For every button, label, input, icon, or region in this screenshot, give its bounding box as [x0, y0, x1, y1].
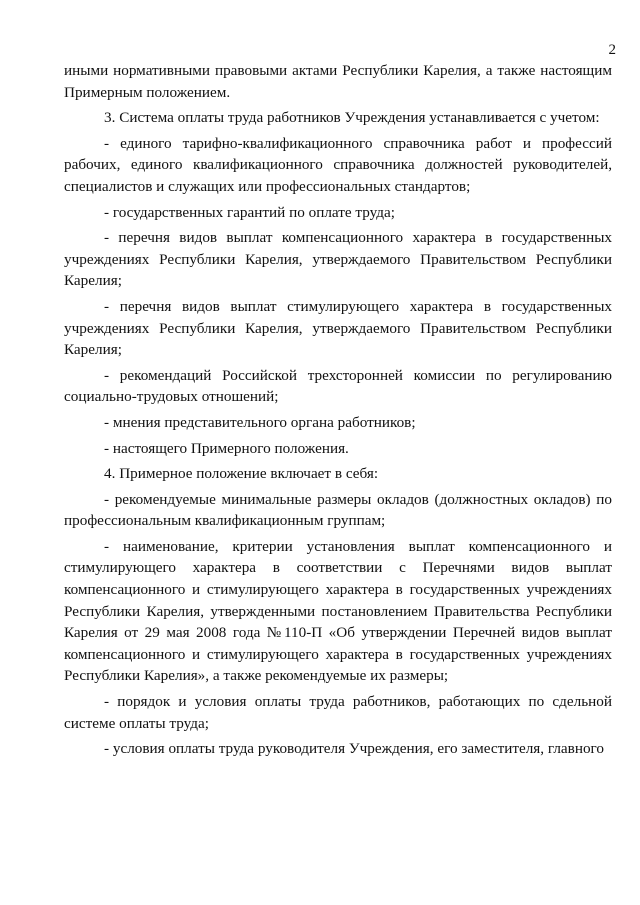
paragraph: 4. Примерное положение включает в себя:	[104, 465, 379, 483]
page-number: 2	[608, 42, 616, 58]
paragraph: - единого тарифно-квалификационного справочника работ и профессий рабочих, единого квалификационного справочника должностей руководителей, специалистов и служащих или профессиональных стандартов;	[64, 134, 612, 195]
paragraph: 3. Система оплаты труда работников Учреждения устанавливается с учетом:	[104, 109, 600, 127]
paragraph: - рекомендаций Российской трехсторонней комиссии по регулированию социально-трудовых отношений;	[64, 366, 612, 406]
paragraph: иными нормативными правовыми актами Республики Карелия, а также настоящим Примерным положением.	[64, 62, 612, 101]
paragraph: - порядок и условия оплаты труда работников, работающих по сдельной системе оплаты труда;	[64, 693, 612, 732]
paragraph: - государственных гарантий по оплате труда;	[104, 203, 395, 221]
paragraph: - условия оплаты труда руководителя Учреждения, его заместителя, главного	[104, 740, 604, 758]
document-body	[64, 60, 612, 760]
paragraph: - рекомендуемые минимальные размеры окладов (должностных окладов) по профессиональным квалификационным группам;	[64, 490, 612, 530]
paragraph: - наименование, критерии установления выплат компенсационного и стимулирующего характера в соответствии с Перечнями видов выплат компенсационного и стимулирующего характера в государственных учреждениях Республики Карелия, утвержденными постановлением Правительства Республики Карелия от 29 мая 2008 года №110-П «Об утверждении Перечней видов выплат компенсационного и стимулирующего характера в государственных учреждениях Республики Карелия», а также рекомендуемые их размеры;	[64, 537, 612, 685]
paragraph: - мнения представительного органа работников;	[104, 413, 416, 431]
paragraph: - перечня видов выплат компенсационного характера в государственных учреждениях Республики Карелия, утверждаемого Правительством Республики Карелия;	[64, 229, 612, 290]
paragraph: - настоящего Примерного положения.	[104, 439, 349, 457]
paragraph: - перечня видов выплат стимулирующего характера в государственных учреждениях Республики Карелия, утверждаемого Правительством Республики Карелия;	[64, 297, 612, 359]
